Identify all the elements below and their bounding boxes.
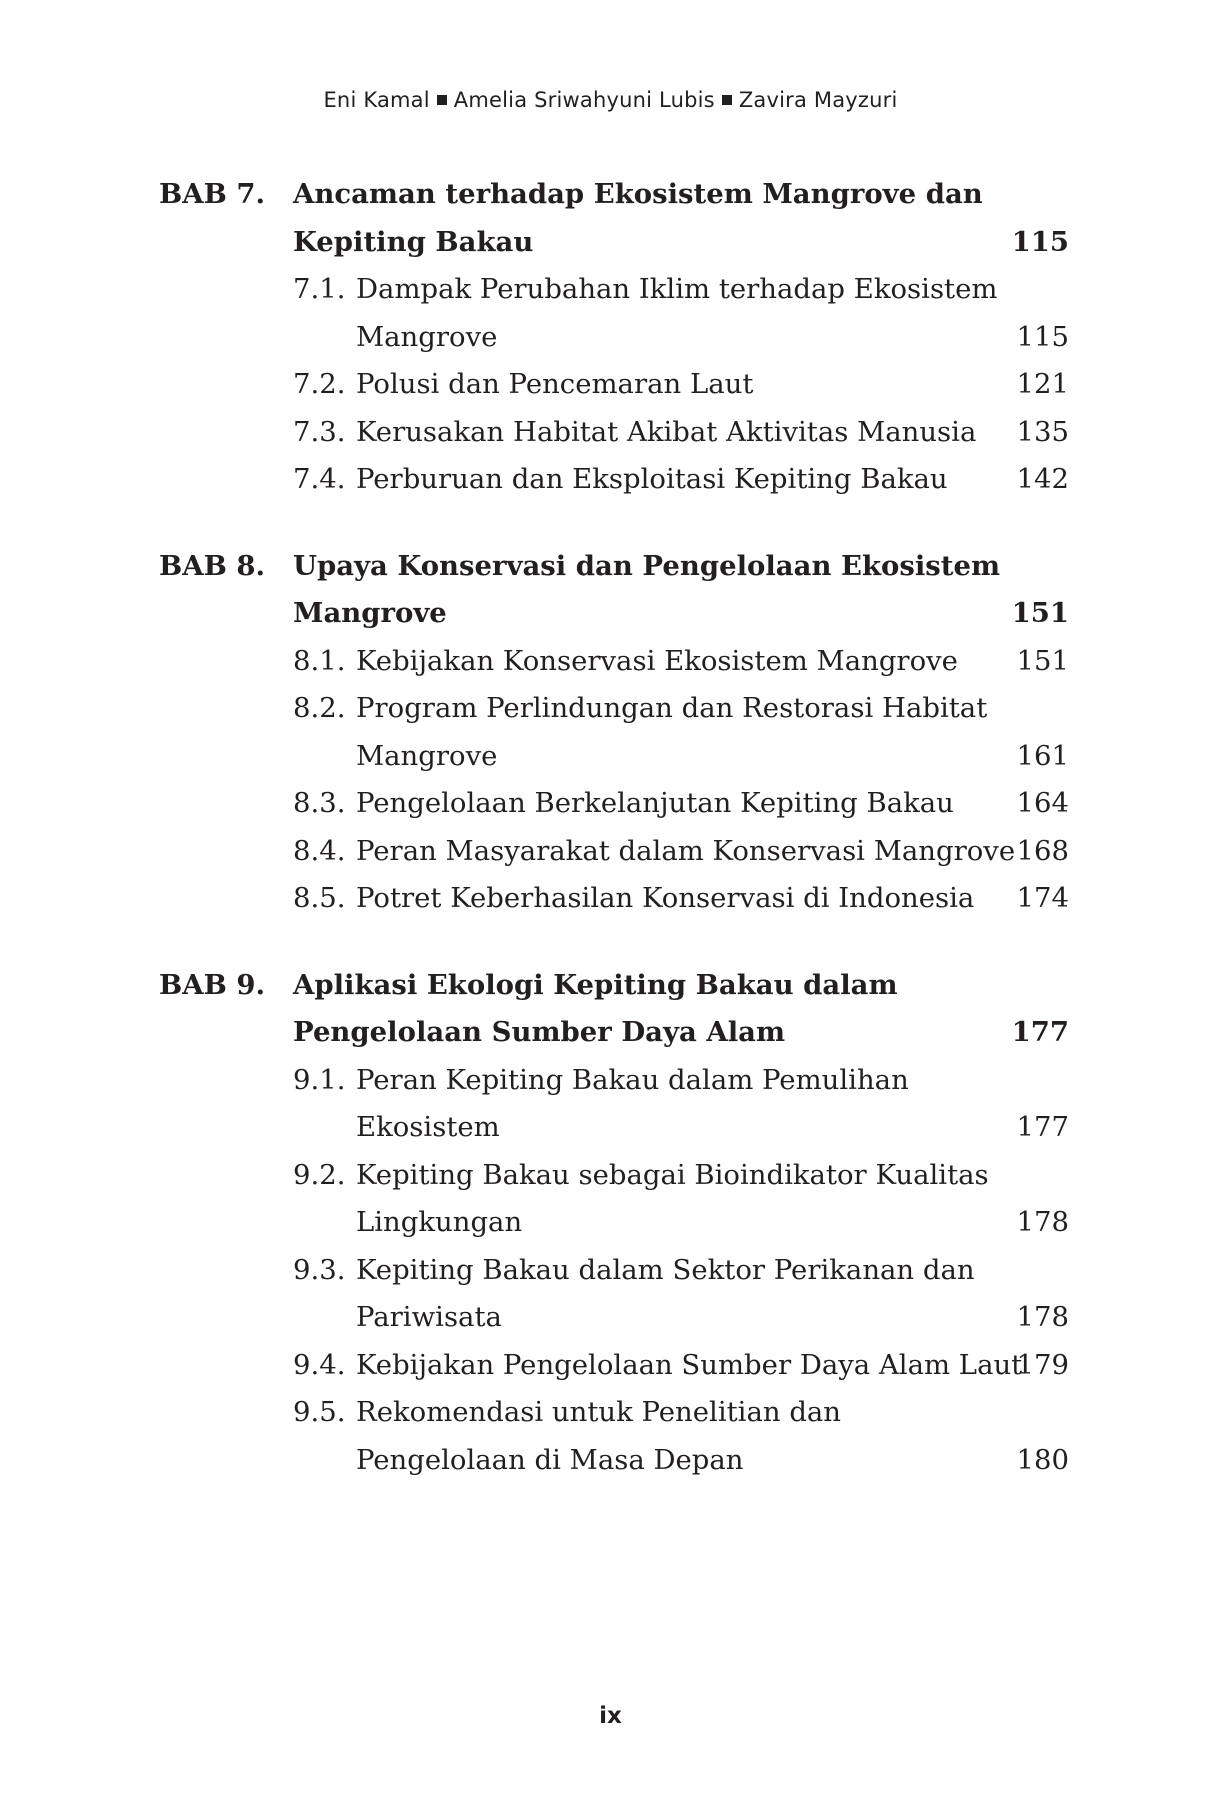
chapter-label: BAB 9. [159,968,266,1001]
section-number: 8.4. [293,834,346,867]
section-title: Kebijakan Pengelolaan Sumber Daya Alam Laut [356,1348,1023,1381]
section-number: 8.1. [293,644,346,677]
section-title: Pengelolaan di Masa Depan [356,1443,744,1476]
section-entry-line [159,1437,1079,1485]
section-entry-line [159,875,1079,923]
section-entry-line [159,828,1079,876]
section-entry-line [159,1342,1079,1390]
section-number: 8.5. [293,882,346,914]
author-name: Amelia Sriwahyuni Lubis [453,88,715,112]
section-entry-line [159,685,1079,733]
section-title: Dampak Perubahan Iklim terhadap Ekosistem [356,273,998,305]
section-number: 9.2. [293,1158,346,1191]
page-number: ix [599,1703,622,1729]
section-title: Kepiting Bakau dalam Sektor Perikanan dan [356,1253,975,1286]
square-separator-icon [722,95,732,105]
section-page-number: 161 [1016,739,1069,772]
section-page-number: 121 [1016,368,1069,400]
section-entry-line [159,409,1079,457]
chapter-heading-line [159,962,1079,1010]
section-entry-line [159,1389,1079,1437]
section-title: Lingkungan [356,1206,523,1238]
section-title: Pariwisata [356,1301,502,1333]
chapter-title: Aplikasi Ekologi Kepiting Bakau dalam [293,968,898,1001]
section-page-number: 135 [1016,415,1069,448]
section-entry-line [159,456,1079,504]
section-entry-line [159,1294,1079,1342]
chapter-title: Upaya Konservasi dan Pengelolaan Ekosistem [293,549,1001,582]
section-title: Polusi dan Pencemaran Laut [356,368,754,400]
running-header [0,88,1221,112]
section-title: Program Perlindungan dan Restorasi Habitat [356,692,988,724]
section-page-number: 164 [1016,787,1069,819]
section-page-number: 178 [1016,1301,1069,1333]
section-number: 9.3. [293,1253,346,1286]
section-title: Pengelolaan Berkelanjutan Kepiting Bakau [356,787,954,819]
section-title: Kepiting Bakau sebagai Bioindikator Kualitas [356,1158,989,1191]
section-number: 8.3. [293,787,346,819]
section-page-number: 168 [1016,834,1069,867]
section-page-number: 142 [1016,463,1069,495]
section-entry-line [159,733,1079,781]
chapter-heading-line [159,590,1079,638]
section-page-number: 179 [1016,1348,1069,1381]
chapter-label: BAB 8. [159,549,266,582]
chapter-title: Ancaman terhadap Ekosistem Mangrove dan [293,178,983,210]
section-title: Rekomendasi untuk Penelitian dan [356,1396,842,1428]
section-number: 7.1. [293,273,346,305]
section-page-number: 174 [1016,882,1069,914]
toc-chapter [159,171,1079,504]
toc-chapter [159,543,1079,923]
section-page-number: 115 [1016,320,1069,353]
author-name: Zavira Mayzuri [738,88,898,112]
section-title: Peran Masyarakat dalam Konservasi Mangrove [356,834,1016,867]
section-page-number: 177 [1016,1111,1069,1143]
section-number: 8.2. [293,692,346,724]
section-number: 9.1. [293,1063,346,1096]
section-title: Kerusakan Habitat Akibat Aktivitas Manusia [356,415,977,448]
section-number: 7.4. [293,463,346,495]
toc-chapter [159,962,1079,1485]
section-entry-line [159,361,1079,409]
section-page-number: 178 [1016,1206,1069,1238]
table-of-contents [159,171,1079,1523]
section-entry-line [159,1199,1079,1247]
section-entry-line [159,1247,1079,1295]
chapter-heading-line [159,1009,1079,1057]
chapter-title: Pengelolaan Sumber Daya Alam [293,1016,786,1048]
section-entry-line [159,314,1079,362]
section-entry-line [159,1152,1079,1200]
chapter-title: Mangrove [293,597,447,629]
section-title: Mangrove [356,320,498,353]
section-entry-line [159,780,1079,828]
section-number: 9.5. [293,1396,346,1428]
section-page-number: 180 [1016,1443,1069,1476]
chapter-heading-line [159,543,1079,591]
chapter-title: Kepiting Bakau [293,225,534,258]
chapter-heading-line [159,219,1079,267]
section-number: 7.3. [293,415,346,448]
section-entry-line [159,1057,1079,1105]
section-title: Ekosistem [356,1111,500,1143]
chapter-heading-line [159,171,1079,219]
section-title: Kebijakan Konservasi Ekosistem Mangrove [356,644,958,677]
chapter-label: BAB 7. [159,178,266,210]
chapter-page-number: 151 [1011,597,1069,629]
chapter-page-number: 177 [1011,1016,1069,1048]
section-entry-line [159,638,1079,686]
section-title: Perburuan dan Eksploitasi Kepiting Bakau [356,463,948,495]
section-entry-line [159,266,1079,314]
chapter-page-number: 115 [1011,225,1069,258]
section-title: Potret Keberhasilan Konservasi di Indonesia [356,882,975,914]
section-title: Mangrove [356,739,498,772]
section-entry-line [159,1104,1079,1152]
section-number: 9.4. [293,1348,346,1381]
section-page-number: 151 [1016,644,1069,677]
section-number: 7.2. [293,368,346,400]
author-name: Eni Kamal [323,88,430,112]
square-separator-icon [437,95,447,105]
section-title: Peran Kepiting Bakau dalam Pemulihan [356,1063,909,1096]
